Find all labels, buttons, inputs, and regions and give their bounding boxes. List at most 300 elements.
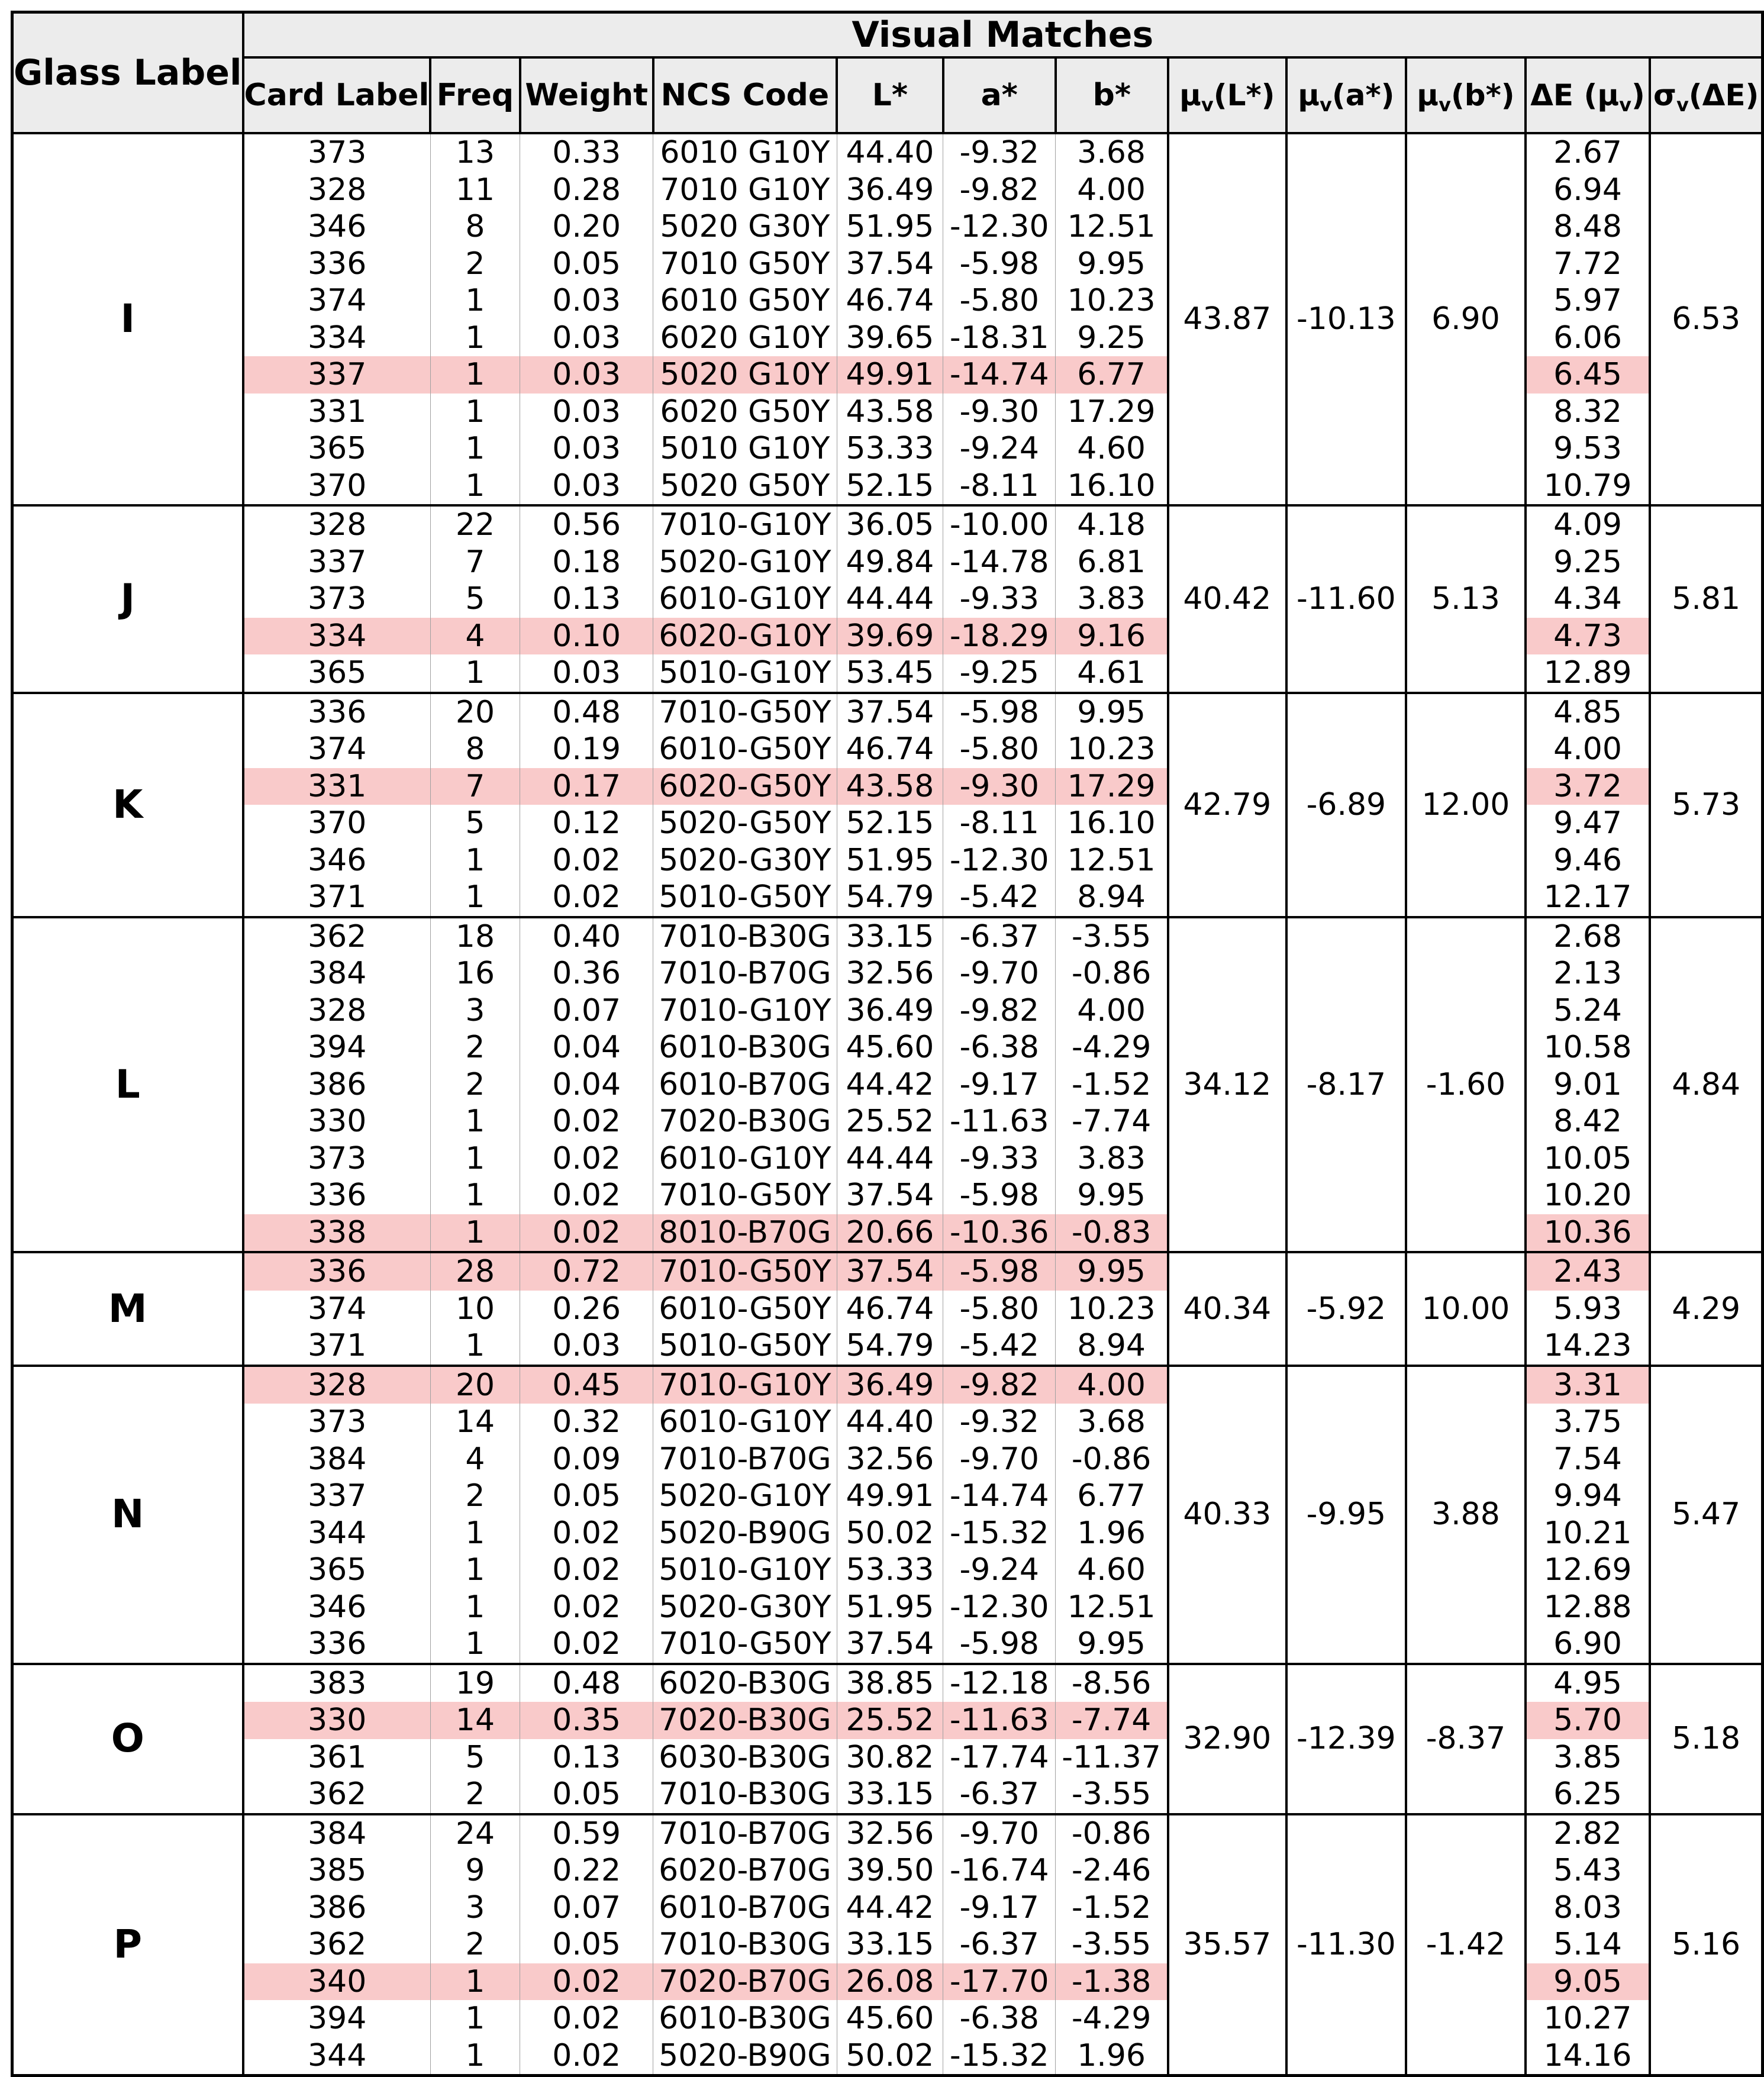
l-star-cell: 33.15 bbox=[837, 1776, 943, 1814]
card-label-cell: 371 bbox=[243, 1327, 431, 1366]
l-star-cell: 38.85 bbox=[837, 1664, 943, 1702]
delta-e-cell: 2.68 bbox=[1526, 917, 1650, 956]
l-star-cell: 54.79 bbox=[837, 1327, 943, 1366]
card-label-cell: 328 bbox=[243, 992, 431, 1030]
freq-cell: 4 bbox=[430, 1441, 520, 1478]
delta-e-cell: 4.85 bbox=[1526, 693, 1650, 731]
mu-l-cell: 35.57 bbox=[1168, 1814, 1286, 2076]
delta-e-cell: 8.42 bbox=[1526, 1103, 1650, 1140]
ncs-code-cell: 6010-G50Y bbox=[653, 1291, 837, 1328]
weight-cell: 0.72 bbox=[520, 1252, 653, 1291]
delta-e-cell: 5.97 bbox=[1526, 282, 1650, 320]
weight-cell: 0.12 bbox=[520, 805, 653, 842]
delta-e-cell: 3.31 bbox=[1526, 1366, 1650, 1404]
ncs-code-cell: 7010-G50Y bbox=[653, 1177, 837, 1214]
delta-e-cell: 10.36 bbox=[1526, 1214, 1650, 1253]
b-star-cell: 1.96 bbox=[1056, 2037, 1169, 2076]
delta-e-cell: 6.45 bbox=[1526, 356, 1650, 394]
mu-b-cell: -8.37 bbox=[1406, 1664, 1525, 1814]
b-star-cell: -3.55 bbox=[1056, 917, 1169, 956]
weight-cell: 0.02 bbox=[520, 2000, 653, 2037]
weight-cell: 0.33 bbox=[520, 133, 653, 172]
ncs-code-cell: 5020-G30Y bbox=[653, 842, 837, 879]
b-star-cell: 9.95 bbox=[1056, 1177, 1169, 1214]
l-star-cell: 32.56 bbox=[837, 1441, 943, 1478]
card-label-header: Card Label bbox=[243, 57, 431, 133]
freq-cell: 1 bbox=[430, 1626, 520, 1664]
weight-cell: 0.02 bbox=[520, 1103, 653, 1140]
l-star-cell: 25.52 bbox=[837, 1702, 943, 1739]
card-label-cell: 386 bbox=[243, 1889, 431, 1927]
mu-b-cell: -1.60 bbox=[1406, 917, 1525, 1253]
a-star-cell: -15.32 bbox=[943, 2037, 1056, 2076]
freq-cell: 8 bbox=[430, 208, 520, 246]
l-star-cell: 51.95 bbox=[837, 842, 943, 879]
glass-label-cell: L bbox=[12, 917, 243, 1253]
card-label-cell: 337 bbox=[243, 1478, 431, 1515]
weight-header: Weight bbox=[520, 57, 653, 133]
b-star-cell: 3.83 bbox=[1056, 580, 1169, 618]
ncs-code-cell: 5020-G10Y bbox=[653, 1478, 837, 1515]
b-star-cell: 3.68 bbox=[1056, 133, 1169, 172]
weight-cell: 0.03 bbox=[520, 1327, 653, 1366]
mu-b-cell: 6.90 bbox=[1406, 133, 1525, 505]
a-star-cell: -5.98 bbox=[943, 1626, 1056, 1664]
glass-label-cell: P bbox=[12, 1814, 243, 2076]
l-star-header: L* bbox=[837, 57, 943, 133]
mu-b-cell: 12.00 bbox=[1406, 693, 1525, 917]
b-star-cell: 12.51 bbox=[1056, 1589, 1169, 1626]
glass-label-cell: K bbox=[12, 693, 243, 917]
l-star-cell: 52.15 bbox=[837, 805, 943, 842]
weight-cell: 0.02 bbox=[520, 1140, 653, 1178]
glass-label-header: Glass Label bbox=[12, 12, 243, 134]
l-star-cell: 37.54 bbox=[837, 1626, 943, 1664]
delta-e-cell: 12.88 bbox=[1526, 1589, 1650, 1626]
freq-cell: 2 bbox=[430, 1926, 520, 1963]
b-star-cell: -0.83 bbox=[1056, 1214, 1169, 1253]
ncs-code-cell: 7010-G50Y bbox=[653, 1252, 837, 1291]
ncs-code-cell: 5020-B90G bbox=[653, 2037, 837, 2076]
ncs-code-cell: 5010-G50Y bbox=[653, 879, 837, 917]
ncs-code-cell: 5020 G10Y bbox=[653, 356, 837, 394]
a-star-cell: -18.31 bbox=[943, 320, 1056, 357]
a-star-cell: -8.11 bbox=[943, 805, 1056, 842]
freq-cell: 1 bbox=[430, 842, 520, 879]
ncs-code-cell: 5020 G30Y bbox=[653, 208, 837, 246]
card-label-cell: 331 bbox=[243, 394, 431, 431]
card-label-cell: 336 bbox=[243, 693, 431, 731]
freq-cell: 3 bbox=[430, 992, 520, 1030]
mu-a-cell: -9.95 bbox=[1286, 1366, 1407, 1664]
a-star-cell: -9.82 bbox=[943, 172, 1056, 209]
l-star-cell: 20.66 bbox=[837, 1214, 943, 1253]
freq-cell: 1 bbox=[430, 1140, 520, 1178]
card-label-cell: 371 bbox=[243, 879, 431, 917]
a-star-cell: -9.24 bbox=[943, 430, 1056, 467]
weight-cell: 0.05 bbox=[520, 246, 653, 283]
ncs-code-cell: 7010-B70G bbox=[653, 955, 837, 992]
mu-l-cell: 40.34 bbox=[1168, 1252, 1286, 1366]
l-star-cell: 46.74 bbox=[837, 282, 943, 320]
b-star-cell: 10.23 bbox=[1056, 1291, 1169, 1328]
l-star-cell: 44.40 bbox=[837, 133, 943, 172]
weight-cell: 0.03 bbox=[520, 394, 653, 431]
a-star-cell: -17.70 bbox=[943, 1963, 1056, 2001]
weight-cell: 0.03 bbox=[520, 467, 653, 506]
weight-cell: 0.02 bbox=[520, 842, 653, 879]
card-label-cell: 328 bbox=[243, 505, 431, 544]
a-star-cell: -9.70 bbox=[943, 1814, 1056, 1853]
a-star-cell: -6.37 bbox=[943, 1926, 1056, 1963]
mu-b-cell: 3.88 bbox=[1406, 1366, 1525, 1664]
freq-cell: 10 bbox=[430, 1291, 520, 1328]
delta-e-cell: 6.06 bbox=[1526, 320, 1650, 357]
card-label-cell: 361 bbox=[243, 1739, 431, 1776]
b-star-cell: 16.10 bbox=[1056, 805, 1169, 842]
card-label-cell: 365 bbox=[243, 430, 431, 467]
weight-cell: 0.02 bbox=[520, 1515, 653, 1552]
a-star-cell: -5.98 bbox=[943, 693, 1056, 731]
b-star-cell: 4.00 bbox=[1056, 992, 1169, 1030]
delta-e-cell: 9.53 bbox=[1526, 430, 1650, 467]
l-star-cell: 26.08 bbox=[837, 1963, 943, 2001]
weight-cell: 0.02 bbox=[520, 1589, 653, 1626]
weight-cell: 0.22 bbox=[520, 1852, 653, 1889]
b-star-cell: 4.61 bbox=[1056, 654, 1169, 693]
l-star-cell: 36.05 bbox=[837, 505, 943, 544]
delta-e-cell: 12.17 bbox=[1526, 879, 1650, 917]
weight-cell: 0.07 bbox=[520, 992, 653, 1030]
ncs-code-cell: 6020 G50Y bbox=[653, 394, 837, 431]
sigma-delta-e-cell: 5.73 bbox=[1650, 693, 1762, 917]
weight-cell: 0.02 bbox=[520, 879, 653, 917]
ncs-code-cell: 5020-G30Y bbox=[653, 1589, 837, 1626]
delta-e-cell: 12.89 bbox=[1526, 654, 1650, 693]
freq-cell: 7 bbox=[430, 544, 520, 581]
a-star-cell: -14.74 bbox=[943, 356, 1056, 394]
weight-cell: 0.40 bbox=[520, 917, 653, 956]
freq-cell: 2 bbox=[430, 1066, 520, 1104]
b-star-cell: 4.00 bbox=[1056, 1366, 1169, 1404]
weight-cell: 0.18 bbox=[520, 544, 653, 581]
ncs-code-cell: 6020-B30G bbox=[653, 1664, 837, 1702]
weight-cell: 0.03 bbox=[520, 654, 653, 693]
mu-a-cell: -12.39 bbox=[1286, 1664, 1407, 1814]
card-label-cell: 374 bbox=[243, 282, 431, 320]
l-star-cell: 43.58 bbox=[837, 768, 943, 805]
ncs-code-cell: 7020-B30G bbox=[653, 1702, 837, 1739]
card-label-cell: 362 bbox=[243, 1776, 431, 1814]
a-star-cell: -15.32 bbox=[943, 1515, 1056, 1552]
freq-cell: 3 bbox=[430, 1889, 520, 1927]
a-star-cell: -6.37 bbox=[943, 917, 1056, 956]
l-star-cell: 37.54 bbox=[837, 1177, 943, 1214]
freq-cell: 2 bbox=[430, 1029, 520, 1066]
table-row bbox=[12, 133, 1763, 172]
glass-label-cell: I bbox=[12, 133, 243, 505]
sigma-delta-e-cell: 5.18 bbox=[1650, 1664, 1762, 1814]
freq-cell: 20 bbox=[430, 693, 520, 731]
card-label-cell: 336 bbox=[243, 1177, 431, 1214]
delta-e-cell: 14.23 bbox=[1526, 1327, 1650, 1366]
ncs-code-cell: 7010-G10Y bbox=[653, 992, 837, 1030]
mu-l-cell: 40.33 bbox=[1168, 1366, 1286, 1664]
mu-l-cell: 40.42 bbox=[1168, 505, 1286, 693]
a-star-cell: -8.11 bbox=[943, 467, 1056, 506]
l-star-cell: 49.84 bbox=[837, 544, 943, 581]
weight-cell: 0.07 bbox=[520, 1889, 653, 1927]
a-star-cell: -9.70 bbox=[943, 955, 1056, 992]
card-label-cell: 370 bbox=[243, 467, 431, 506]
b-star-cell: 6.77 bbox=[1056, 356, 1169, 394]
mu-l-cell: 34.12 bbox=[1168, 917, 1286, 1253]
glass-label-cell: N bbox=[12, 1366, 243, 1664]
freq-cell: 4 bbox=[430, 618, 520, 655]
card-label-cell: 394 bbox=[243, 2000, 431, 2037]
a-star-cell: -11.63 bbox=[943, 1103, 1056, 1140]
ncs-code-cell: 6010-G10Y bbox=[653, 1404, 837, 1441]
delta-e-cell: 4.09 bbox=[1526, 505, 1650, 544]
weight-cell: 0.45 bbox=[520, 1366, 653, 1404]
ncs-code-cell: 6020-G10Y bbox=[653, 618, 837, 655]
delta-e-header: ΔE $(\mu_v)$ bbox=[1526, 57, 1650, 133]
ncs-code-cell: 7020-B30G bbox=[653, 1103, 837, 1140]
l-star-cell: 44.44 bbox=[837, 580, 943, 618]
ncs-code-cell: 6020-G50Y bbox=[653, 768, 837, 805]
a-star-cell: -9.30 bbox=[943, 394, 1056, 431]
delta-e-cell: 9.94 bbox=[1526, 1478, 1650, 1515]
a-star-cell: -9.70 bbox=[943, 1441, 1056, 1478]
freq-cell: 9 bbox=[430, 1852, 520, 1889]
l-star-cell: 49.91 bbox=[837, 1478, 943, 1515]
card-label-cell: 336 bbox=[243, 246, 431, 283]
freq-cell: 18 bbox=[430, 917, 520, 956]
freq-cell: 28 bbox=[430, 1252, 520, 1291]
delta-e-cell: 9.01 bbox=[1526, 1066, 1650, 1104]
ncs-code-cell: 7010-B70G bbox=[653, 1441, 837, 1478]
freq-cell: 1 bbox=[430, 1103, 520, 1140]
sigma-delta-e-cell: 4.84 bbox=[1650, 917, 1762, 1253]
delta-e-cell: 7.72 bbox=[1526, 246, 1650, 283]
ncs-code-cell: 7020-B70G bbox=[653, 1963, 837, 2001]
a-star-cell: -14.74 bbox=[943, 1478, 1056, 1515]
visual-matches-header: Visual Matches bbox=[243, 12, 1763, 58]
a-star-cell: -5.98 bbox=[943, 246, 1056, 283]
card-label-cell: 373 bbox=[243, 580, 431, 618]
card-label-cell: 373 bbox=[243, 1404, 431, 1441]
sigma-delta-e-cell: 6.53 bbox=[1650, 133, 1762, 505]
l-star-cell: 44.42 bbox=[837, 1889, 943, 1927]
a-star-cell: -6.38 bbox=[943, 2000, 1056, 2037]
b-star-cell: 17.29 bbox=[1056, 394, 1169, 431]
mu-l-cell: 42.79 bbox=[1168, 693, 1286, 917]
table-row bbox=[12, 1366, 1763, 1404]
card-label-cell: 330 bbox=[243, 1103, 431, 1140]
freq-cell: 2 bbox=[430, 246, 520, 283]
mu-a-cell: -5.92 bbox=[1286, 1252, 1407, 1366]
a-star-cell: -6.37 bbox=[943, 1776, 1056, 1814]
freq-cell: 1 bbox=[430, 2037, 520, 2076]
b-star-cell: -0.86 bbox=[1056, 955, 1169, 992]
ncs-code-cell: 8010-B70G bbox=[653, 1214, 837, 1253]
a-star-cell: -12.18 bbox=[943, 1664, 1056, 1702]
card-label-cell: 386 bbox=[243, 1066, 431, 1104]
a-star-cell: -5.42 bbox=[943, 879, 1056, 917]
delta-e-cell: 10.20 bbox=[1526, 1177, 1650, 1214]
card-label-cell: 331 bbox=[243, 768, 431, 805]
card-label-cell: 394 bbox=[243, 1029, 431, 1066]
delta-e-cell: 10.27 bbox=[1526, 2000, 1650, 2037]
card-label-cell: 337 bbox=[243, 356, 431, 394]
l-star-cell: 44.44 bbox=[837, 1140, 943, 1178]
delta-e-cell: 6.25 bbox=[1526, 1776, 1650, 1814]
mu-l-cell: 43.87 bbox=[1168, 133, 1286, 505]
weight-cell: 0.35 bbox=[520, 1702, 653, 1739]
ncs-code-cell: 5010-G10Y bbox=[653, 1552, 837, 1589]
b-star-cell: 4.60 bbox=[1056, 430, 1169, 467]
weight-cell: 0.02 bbox=[520, 1552, 653, 1589]
b-star-cell: 10.23 bbox=[1056, 731, 1169, 768]
freq-cell: 22 bbox=[430, 505, 520, 544]
ncs-code-cell: 6010-B70G bbox=[653, 1066, 837, 1104]
b-star-cell: 6.81 bbox=[1056, 544, 1169, 581]
freq-cell: 5 bbox=[430, 805, 520, 842]
weight-cell: 0.09 bbox=[520, 1441, 653, 1478]
a-star-cell: -12.30 bbox=[943, 208, 1056, 246]
b-star-cell: -11.37 bbox=[1056, 1739, 1169, 1776]
freq-cell: 1 bbox=[430, 1327, 520, 1366]
ncs-code-cell: 6010-G50Y bbox=[653, 731, 837, 768]
a-star-cell: -9.24 bbox=[943, 1552, 1056, 1589]
b-star-cell: 10.23 bbox=[1056, 282, 1169, 320]
delta-e-cell: 5.24 bbox=[1526, 992, 1650, 1030]
card-label-cell: 334 bbox=[243, 618, 431, 655]
table-wrapper bbox=[11, 11, 1764, 2077]
freq-cell: 2 bbox=[430, 1478, 520, 1515]
ncs-code-cell: 5020-G10Y bbox=[653, 544, 837, 581]
freq-cell: 1 bbox=[430, 1214, 520, 1253]
a-star-cell: -9.33 bbox=[943, 580, 1056, 618]
weight-cell: 0.13 bbox=[520, 1739, 653, 1776]
b-star-cell: 4.18 bbox=[1056, 505, 1169, 544]
sigma-delta-e-cell: 4.29 bbox=[1650, 1252, 1762, 1366]
l-star-cell: 37.54 bbox=[837, 1252, 943, 1291]
b-star-cell: 12.51 bbox=[1056, 208, 1169, 246]
weight-cell: 0.56 bbox=[520, 505, 653, 544]
ncs-code-cell: 7010-G50Y bbox=[653, 693, 837, 731]
weight-cell: 0.28 bbox=[520, 172, 653, 209]
b-star-cell: 17.29 bbox=[1056, 768, 1169, 805]
mu-a-header: $\mu_v(a*)$ bbox=[1286, 57, 1407, 133]
glass-label-cell: O bbox=[12, 1664, 243, 1814]
b-star-cell: 3.83 bbox=[1056, 1140, 1169, 1178]
freq-cell: 1 bbox=[430, 356, 520, 394]
ncs-code-cell: 6010-B30G bbox=[653, 1029, 837, 1066]
l-star-cell: 37.54 bbox=[837, 246, 943, 283]
ncs-code-cell: 5010-G10Y bbox=[653, 654, 837, 693]
b-star-cell: -7.74 bbox=[1056, 1103, 1169, 1140]
freq-cell: 14 bbox=[430, 1702, 520, 1739]
weight-cell: 0.48 bbox=[520, 1664, 653, 1702]
card-label-cell: 346 bbox=[243, 842, 431, 879]
weight-cell: 0.48 bbox=[520, 693, 653, 731]
freq-cell: 13 bbox=[430, 133, 520, 172]
l-star-cell: 53.33 bbox=[837, 1552, 943, 1589]
delta-e-cell: 3.72 bbox=[1526, 768, 1650, 805]
ncs-code-cell: 6020 G10Y bbox=[653, 320, 837, 357]
ncs-code-cell: 7010 G10Y bbox=[653, 172, 837, 209]
card-label-cell: 384 bbox=[243, 955, 431, 992]
card-label-cell: 384 bbox=[243, 1441, 431, 1478]
l-star-cell: 32.56 bbox=[837, 1814, 943, 1853]
card-label-cell: 362 bbox=[243, 917, 431, 956]
card-label-cell: 344 bbox=[243, 1515, 431, 1552]
l-star-cell: 39.69 bbox=[837, 618, 943, 655]
b-star-cell: -1.52 bbox=[1056, 1066, 1169, 1104]
l-star-cell: 49.91 bbox=[837, 356, 943, 394]
card-label-cell: 330 bbox=[243, 1702, 431, 1739]
freq-cell: 1 bbox=[430, 394, 520, 431]
weight-cell: 0.05 bbox=[520, 1478, 653, 1515]
delta-e-cell: 5.43 bbox=[1526, 1852, 1650, 1889]
a-star-cell: -9.33 bbox=[943, 1140, 1056, 1178]
delta-e-cell: 4.00 bbox=[1526, 731, 1650, 768]
freq-cell: 16 bbox=[430, 955, 520, 992]
ncs-code-cell: 6030-B30G bbox=[653, 1739, 837, 1776]
ncs-code-cell: 7010-B30G bbox=[653, 1776, 837, 1814]
l-star-cell: 51.95 bbox=[837, 1589, 943, 1626]
weight-cell: 0.10 bbox=[520, 618, 653, 655]
a-star-cell: -9.25 bbox=[943, 654, 1056, 693]
b-star-cell: -1.52 bbox=[1056, 1889, 1169, 1927]
card-label-cell: 328 bbox=[243, 172, 431, 209]
weight-cell: 0.13 bbox=[520, 580, 653, 618]
delta-e-cell: 9.25 bbox=[1526, 544, 1650, 581]
freq-cell: 5 bbox=[430, 580, 520, 618]
table-row bbox=[12, 693, 1763, 731]
freq-cell: 8 bbox=[430, 731, 520, 768]
l-star-cell: 39.65 bbox=[837, 320, 943, 357]
delta-e-cell: 4.73 bbox=[1526, 618, 1650, 655]
b-star-cell: 6.77 bbox=[1056, 1478, 1169, 1515]
delta-e-cell: 8.03 bbox=[1526, 1889, 1650, 1927]
ncs-code-cell: 7010-G50Y bbox=[653, 1626, 837, 1664]
b-star-cell: 4.00 bbox=[1056, 172, 1169, 209]
weight-cell: 0.05 bbox=[520, 1776, 653, 1814]
mu-b-cell: 10.00 bbox=[1406, 1252, 1525, 1366]
weight-cell: 0.04 bbox=[520, 1066, 653, 1104]
b-star-cell: 9.95 bbox=[1056, 1252, 1169, 1291]
card-label-cell: 328 bbox=[243, 1366, 431, 1404]
freq-cell: 5 bbox=[430, 1739, 520, 1776]
card-label-cell: 340 bbox=[243, 1963, 431, 2001]
a-star-cell: -10.36 bbox=[943, 1214, 1056, 1253]
ncs-code-cell: 6010-G10Y bbox=[653, 1140, 837, 1178]
ncs-code-header: NCS Code bbox=[653, 57, 837, 133]
a-star-cell: -9.17 bbox=[943, 1066, 1056, 1104]
weight-cell: 0.26 bbox=[520, 1291, 653, 1328]
b-star-cell: 16.10 bbox=[1056, 467, 1169, 506]
weight-cell: 0.02 bbox=[520, 1214, 653, 1253]
b-star-cell: -3.55 bbox=[1056, 1776, 1169, 1814]
l-star-cell: 32.56 bbox=[837, 955, 943, 992]
a-star-cell: -5.80 bbox=[943, 731, 1056, 768]
b-star-cell: 9.16 bbox=[1056, 618, 1169, 655]
weight-cell: 0.02 bbox=[520, 1626, 653, 1664]
mu-l-cell: 32.90 bbox=[1168, 1664, 1286, 1814]
mu-a-cell: -6.89 bbox=[1286, 693, 1407, 917]
